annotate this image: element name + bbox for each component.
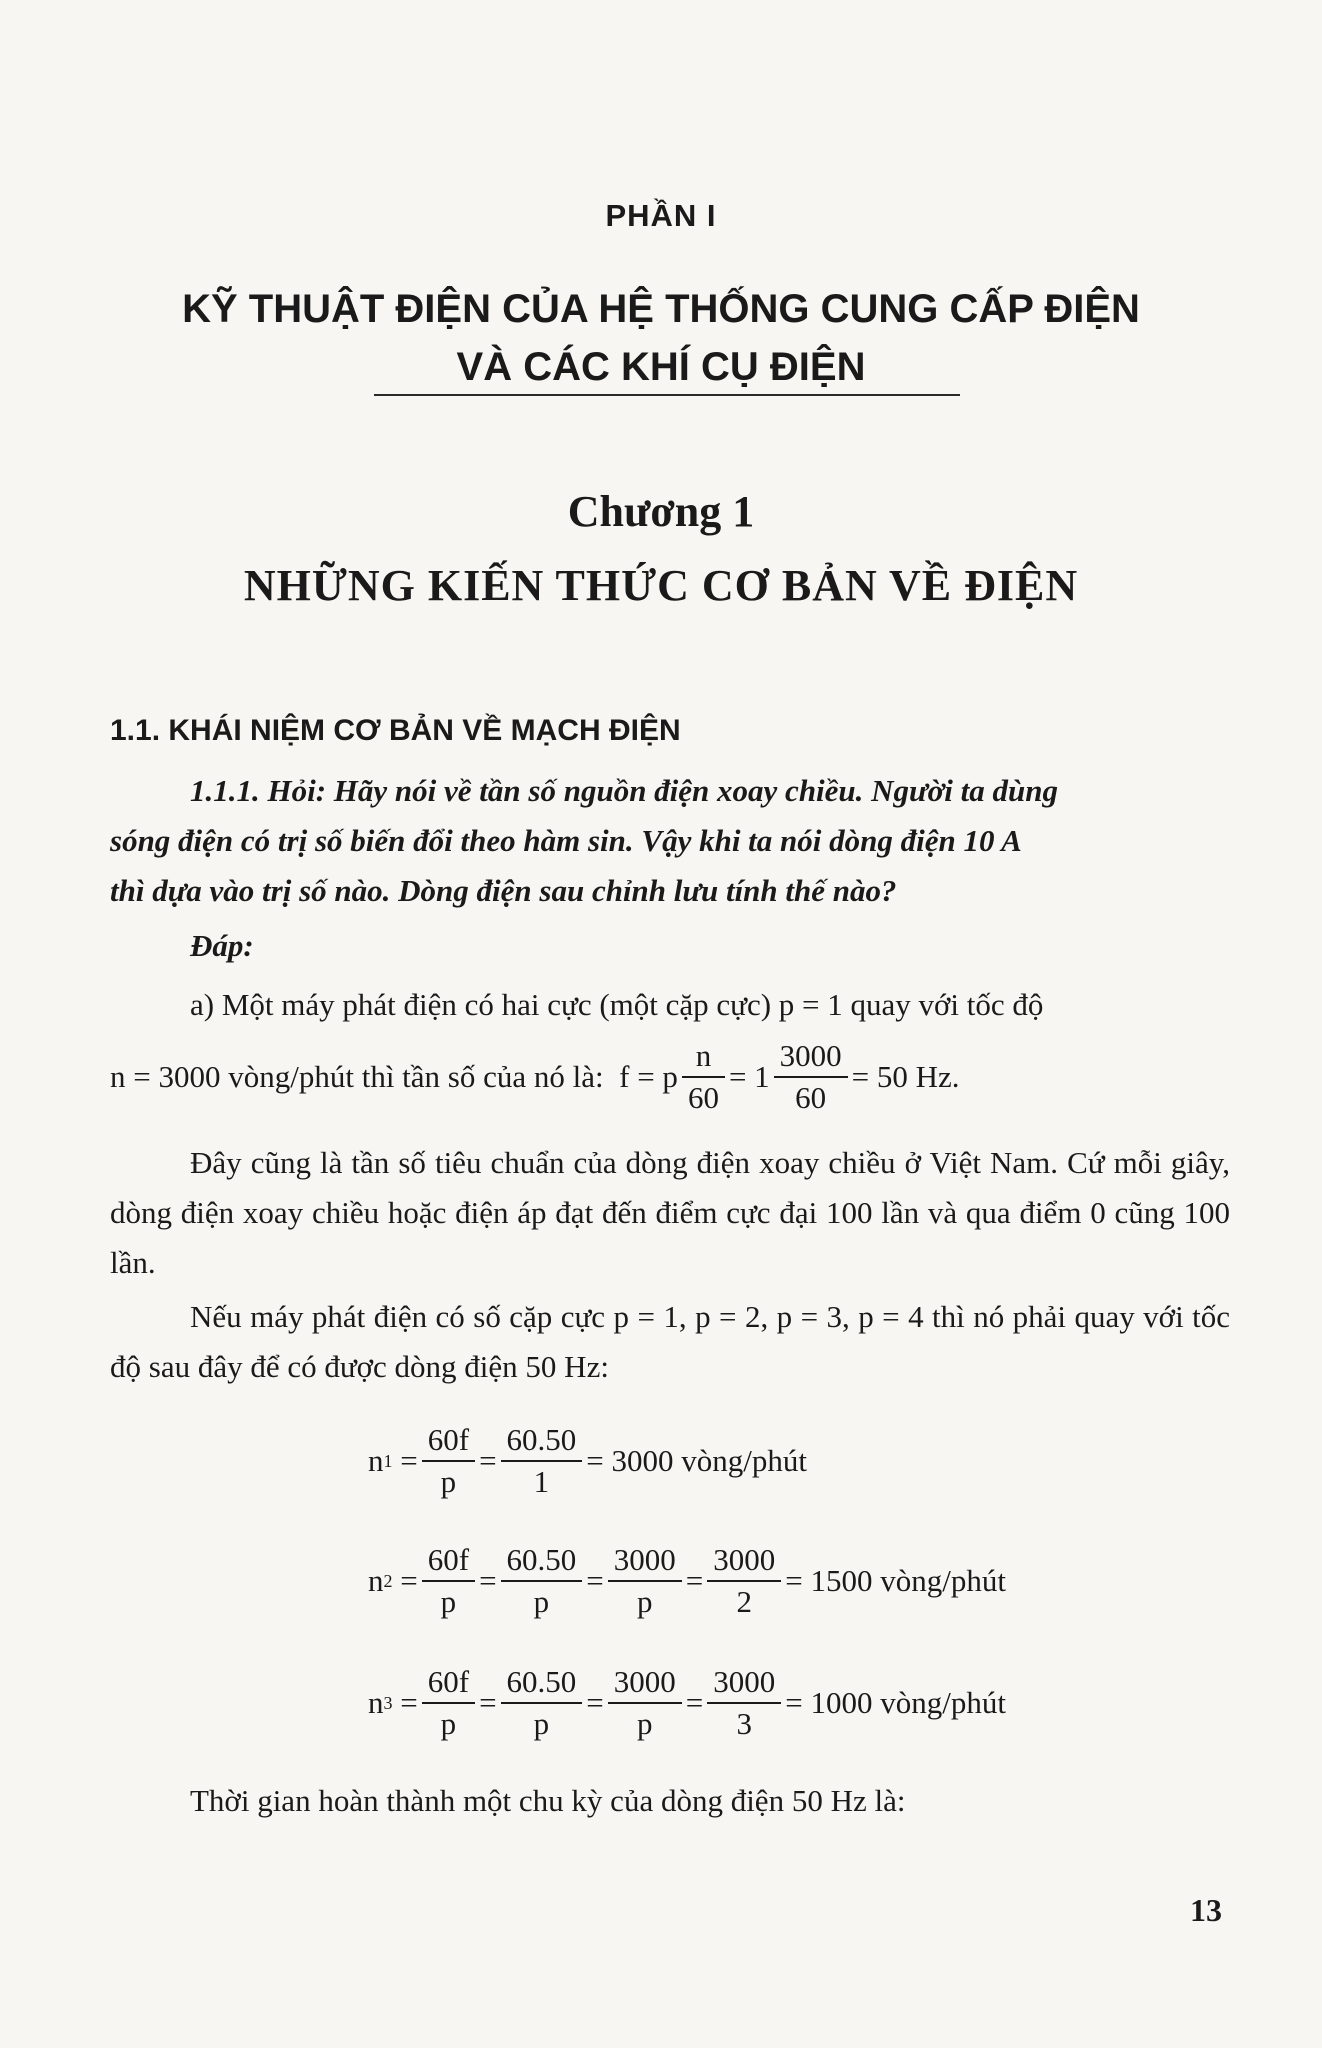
chapter-label: Chương 1 bbox=[567, 487, 755, 536]
fraction bbox=[501, 1420, 583, 1502]
fraction-numerator: 3000 bbox=[608, 1540, 682, 1582]
fraction bbox=[422, 1540, 475, 1622]
part-label: PHẦN I bbox=[605, 198, 717, 233]
frequency-formula bbox=[110, 1036, 960, 1118]
fraction bbox=[774, 1036, 848, 1118]
fraction-numerator: 3000 bbox=[707, 1540, 781, 1582]
formula-text: = 50 Hz. bbox=[851, 1059, 960, 1094]
fraction bbox=[608, 1540, 682, 1622]
equation-n2: n 2 = $\frac{60f}{p}$ = $\frac{60.50}{p}$ = $\frac{3000}{p}$ = $\frac{3000}{2}$ = 1500 vòng/phút bbox=[368, 1540, 1006, 1622]
question-line: 1.1.1. Hỏi: Hãy nói về tần số nguồn điện xoay chiều. Người ta dùng bbox=[190, 773, 1058, 808]
paragraph bbox=[110, 980, 1230, 1030]
paragraph bbox=[110, 1292, 1230, 1392]
formula-text: n = 3000 vòng/phút thì tần số của nó là: f = p bbox=[110, 1059, 678, 1094]
fraction-numerator: 60f bbox=[422, 1662, 475, 1704]
equation-lhs: n bbox=[368, 1443, 384, 1478]
fraction-numerator: 60f bbox=[422, 1540, 475, 1582]
title-underline bbox=[374, 394, 960, 396]
part-title bbox=[0, 280, 1322, 396]
paragraph-text: Nếu máy phát điện có số cặp cực p = 1, p = 2, p = 3, p = 4 thì nó phải quay với tốc độ sau đây để có được dòng điện 50 Hz: bbox=[110, 1299, 1230, 1384]
part-title-line2: VÀ CÁC KHÍ CỤ ĐIỆN bbox=[456, 345, 866, 389]
question-line: sóng điện có trị số biến đổi theo hàm sin. Vậy khi ta nói dòng điện 10 A bbox=[110, 823, 1022, 858]
fraction-denominator: p bbox=[440, 1706, 457, 1741]
fraction-denominator: p bbox=[637, 1706, 653, 1741]
fraction bbox=[682, 1036, 725, 1118]
fraction bbox=[501, 1662, 583, 1744]
paragraph bbox=[110, 1138, 1230, 1288]
equation-result: = 3000 vòng/phút bbox=[586, 1443, 808, 1478]
fraction-numerator: 60.50 bbox=[501, 1420, 583, 1462]
fraction-denominator: p bbox=[533, 1584, 550, 1619]
fraction-denominator: 60 bbox=[687, 1080, 719, 1115]
paragraph bbox=[110, 1776, 1230, 1826]
equation-subscript: 1 bbox=[383, 1450, 393, 1471]
equation-n3: n 3 = $\frac{60f}{p}$ = $\frac{60.50}{p}$ = $\frac{3000}{p}$ = $\frac{3000}{3}$ = 1000 vòng/phút bbox=[368, 1662, 1006, 1744]
chapter-title: NHỮNG KIẾN THỨC CƠ BẢN VỀ ĐIỆN bbox=[243, 561, 1079, 610]
fraction-denominator: 3 bbox=[736, 1706, 753, 1741]
equation-subscript: 2 bbox=[383, 1570, 393, 1591]
fraction-numerator: 3000 bbox=[707, 1662, 781, 1704]
fraction-denominator: p bbox=[440, 1464, 457, 1499]
fraction-denominator: p bbox=[637, 1584, 653, 1619]
equation-result: = 1500 vòng/phút bbox=[785, 1563, 1006, 1598]
fraction-denominator: 1 bbox=[533, 1464, 550, 1499]
section-heading: 1.1. KHÁI NIỆM CƠ BẢN VỀ MẠCH ĐIỆN bbox=[110, 714, 681, 747]
fraction bbox=[422, 1420, 475, 1502]
fraction-numerator: 60.50 bbox=[501, 1662, 583, 1704]
question-text bbox=[110, 766, 1230, 916]
fraction-numerator: 60f bbox=[422, 1420, 475, 1462]
fraction bbox=[707, 1662, 781, 1744]
part-title-line1: KỸ THUẬT ĐIỆN CỦA HỆ THỐNG CUNG CẤP ĐIỆN bbox=[182, 287, 1140, 331]
equation-lhs: n bbox=[368, 1563, 384, 1598]
fraction bbox=[707, 1540, 781, 1622]
paragraph-text: Đây cũng là tần số tiêu chuẩn của dòng điện xoay chiều ở Việt Nam. Cứ mỗi giây, dòng điện xoay chiều hoặc điện áp đạt đến điểm cực đại 100 lần và qua điểm 0 cũng 100 lần. bbox=[110, 1145, 1230, 1280]
equation-result: = 1000 vòng/phút bbox=[785, 1685, 1006, 1720]
fraction-numerator: 3000 bbox=[774, 1036, 848, 1078]
fraction-denominator: p bbox=[533, 1706, 550, 1741]
fraction-numerator: 60.50 bbox=[501, 1540, 583, 1582]
fraction-numerator: n bbox=[682, 1036, 725, 1078]
question-line: thì dựa vào trị số nào. Dòng điện sau chỉnh lưu tính thế nào? bbox=[110, 873, 897, 908]
fraction bbox=[501, 1540, 583, 1622]
fraction bbox=[422, 1662, 475, 1744]
equation-n1: n 1 = $\frac{60f}{p}$ = $\frac{60.50}{1}$ = 3000 vòng/phút bbox=[368, 1420, 807, 1502]
answer-label: Đáp: bbox=[190, 928, 254, 963]
equation-subscript: 3 bbox=[383, 1692, 393, 1713]
fraction bbox=[608, 1662, 682, 1744]
page-number: 13 bbox=[1190, 1892, 1222, 1928]
formula-text: = 1 bbox=[728, 1059, 770, 1094]
fraction-denominator: 60 bbox=[795, 1080, 827, 1115]
equation-lhs: n bbox=[368, 1685, 384, 1720]
paragraph-text: a) Một máy phát điện có hai cực (một cặp cực) p = 1 quay với tốc độ bbox=[190, 987, 1044, 1022]
paragraph-text: Thời gian hoàn thành một chu kỳ của dòng điện 50 Hz là: bbox=[190, 1783, 906, 1818]
fraction-numerator: 3000 bbox=[608, 1662, 682, 1704]
fraction-denominator: p bbox=[440, 1584, 457, 1619]
fraction-denominator: 2 bbox=[736, 1584, 753, 1619]
